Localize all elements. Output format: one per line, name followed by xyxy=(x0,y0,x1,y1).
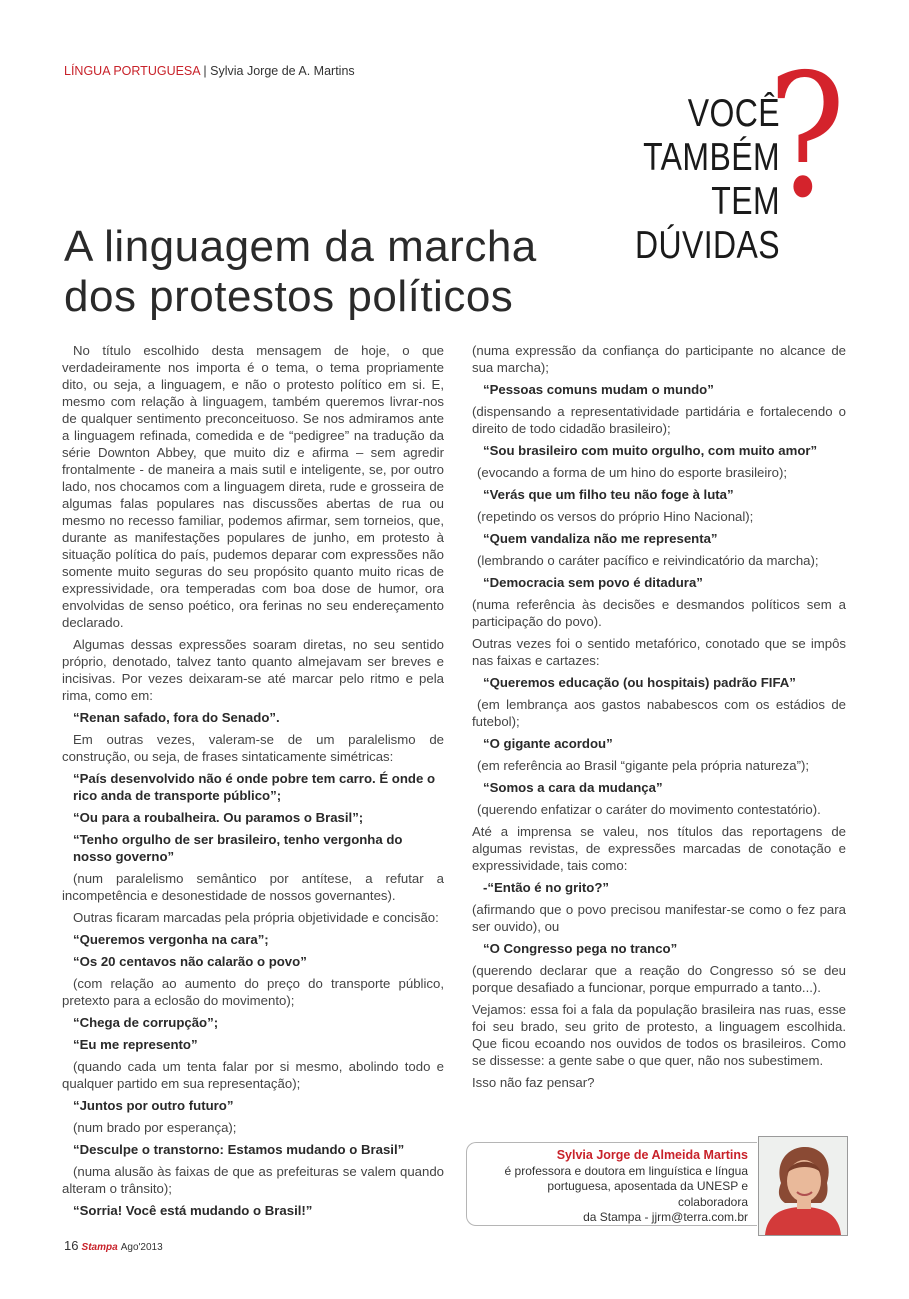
protest-quote: “Democracia sem povo é ditadura” xyxy=(483,575,703,590)
article-title xyxy=(64,222,704,322)
page-footer xyxy=(64,1238,163,1253)
protest-quote: “Renan safado, fora do Senado”. xyxy=(73,710,280,725)
author-bio xyxy=(476,1148,748,1226)
protest-quote: “Verás que um filho teu não foge à luta” xyxy=(483,487,734,502)
comment: (num brado por esperança); xyxy=(73,1120,237,1135)
protest-quote: “Juntos por outro futuro” xyxy=(73,1098,234,1113)
paragraph: Outras ficaram marcadas pela própria objetividade e concisão: xyxy=(73,910,439,925)
protest-quote: “Desculpe o transtorno: Estamos mudando o Brasil” xyxy=(73,1142,405,1157)
comment: (em lembrança aos gastos nababescos com os estádios de futebol); xyxy=(472,697,846,729)
comment: (quando cada um tenta falar por si mesmo, abolindo todo e qualquer partido em sua representação); xyxy=(62,1059,444,1091)
protest-quote: “Quem vandaliza não me representa” xyxy=(483,531,718,546)
protest-quote: “Queremos educação (ou hospitais) padrão FIFA” xyxy=(483,675,796,690)
comment: (querendo enfatizar o caráter do movimento contestatório). xyxy=(477,802,821,817)
column-title-line2: TEM DÚVIDAS xyxy=(634,180,780,267)
article-column-left xyxy=(62,342,444,1224)
article-title-line2: dos protestos políticos xyxy=(64,272,514,321)
author-name: Sylvia Jorge de Almeida Martins xyxy=(556,1148,748,1162)
header-separator: | xyxy=(203,64,207,78)
protest-quote: -“Então é no grito?” xyxy=(483,880,610,895)
paragraph: Algumas dessas expressões soaram diretas, no seu sentido próprio, denotado, talvez tanto quanto almejavam ser breves e incisivas. Por vezes deixaram-se até marcar pelo ritmo e pela rima, como em: xyxy=(62,637,444,703)
paragraph: Até a imprensa se valeu, nos títulos das reportagens de algumas revistas, de expressões marcadas de conotação e expressividade, tais como: xyxy=(472,824,846,873)
protest-quote: “Chega de corrupção”; xyxy=(73,1015,219,1030)
page-number: 16 xyxy=(64,1238,79,1253)
protest-quote: “Pessoas comuns mudam o mundo” xyxy=(483,382,714,397)
comment: (afirmando que o povo precisou manifestar-se como o fez para ser ouvido), ou xyxy=(472,902,846,934)
author-bio-line: da Stampa - jjrm@terra.com.br xyxy=(583,1210,748,1224)
magazine-name: Stampa xyxy=(81,1242,118,1253)
issue-date: Ago'2013 xyxy=(120,1242,163,1253)
comment: (dispensando a representatividade partidária e fortalecendo o direito de todo cidadão brasileiro); xyxy=(472,404,846,436)
question-mark-graphic: ? xyxy=(768,38,846,236)
section-header xyxy=(64,64,355,78)
protest-quote: “Tenho orgulho de ser brasileiro, tenho vergonha do nosso governo” xyxy=(73,832,403,864)
paragraph: No título escolhido desta mensagem de hoje, o que verdadeiramente nos importa é o tema, o tema propriamente dito, ou seja, a linguagem, e não o protesto político em si. E, mesmo com relação à linguagem, também queremos livrar-nos de qualquer sentimento preconceituoso. Se nos admiramos ante a linguagem refinada, comedida e de “pedigree” na tradução da série Downton Abbey, que muito diz e afirma – sem agredir frontalmente - de maneira a mais sutil e inteligente, se, por outro lado, nos chocamos com a linguagem direta, rude e grosseira de algumas falas populares nas discussões abertas de rua ou mesmo no recesso familiar, podemos afirmar, sem torneios, que, durante as manifestações populares de junho, em protesto à situação política do país, pudemos deparar com expressões não somente muito seguras do seu propósito quanto muito ricas de expressividade, ora temperadas com boa dose de humor, ora envolvidas de senso poético, ora ferinas no seu endereçamento declarado. xyxy=(62,343,444,630)
protest-quote: “Os 20 centavos não calarão o povo” xyxy=(73,954,307,969)
closing-question: Isso não faz pensar? xyxy=(472,1075,595,1090)
paragraph: Outras vezes foi o sentido metafórico, conotado que se impôs nas faixas e cartazes: xyxy=(472,636,846,668)
author-bio-line: é professora e doutora em linguística e língua xyxy=(504,1163,748,1178)
comment: (numa expressão da confiança do participante no alcance de sua marcha); xyxy=(472,343,846,375)
protest-quote: “País desenvolvido não é onde pobre tem carro. É onde o rico anda de transporte público”; xyxy=(73,771,436,803)
protest-quote: “O Congresso pega no tranco” xyxy=(483,941,678,956)
protest-quote: “Somos a cara da mudança” xyxy=(483,780,663,795)
protest-quote: “Sou brasileiro com muito orgulho, com muito amor” xyxy=(483,443,818,458)
comment: (com relação ao aumento do preço do transporte público, pretexto para a eclosão do movimento); xyxy=(62,976,444,1008)
author-photo xyxy=(758,1136,848,1236)
comment: (querendo declarar que a reação do Congresso só se deu porque desafiado a funcionar, porque empurrado a tanto...). xyxy=(472,963,846,995)
protest-quote: “O gigante acordou” xyxy=(483,736,613,751)
comment: (numa referência às decisões e desmandos políticos sem a participação do povo). xyxy=(472,597,846,629)
paragraph: Em outras vezes, valeram-se de um paralelismo de construção, ou seja, de frases sintaticamente simétricas: xyxy=(62,732,444,764)
comment: (em referência ao Brasil “gigante pela própria natureza”); xyxy=(477,758,810,773)
author-portrait-icon xyxy=(759,1137,847,1235)
paragraph: Vejamos: essa foi a fala da população brasileira nas ruas, esse foi seu brado, seu grito de protesto, a linguagem escolhida. Que ficou ecoando nos ouvidos de todos os brasileiros. Como se dissesse: a gente sabe o que quer, não nos subestimem. xyxy=(472,1002,846,1068)
comment: (numa alusão às faixas de que as prefeituras se valem quando alteram o trânsito); xyxy=(62,1164,444,1196)
article-title-line1: A linguagem da marcha xyxy=(64,222,537,271)
comment: (num paralelismo semântico por antítese, a refutar a incompetência e desonestidade de nossos governantes). xyxy=(62,871,444,903)
column-title-line1: VOCÊ TAMBÉM xyxy=(643,92,780,179)
article-column-right xyxy=(472,342,846,1096)
protest-quote: “Sorria! Você está mudando o Brasil!” xyxy=(73,1203,313,1218)
protest-quote: “Ou para a roubalheira. Ou paramos o Brasil”; xyxy=(73,810,364,825)
protest-quote: “Eu me represento” xyxy=(73,1037,198,1052)
protest-quote: “Queremos vergonha na cara”; xyxy=(73,932,269,947)
comment: (lembrando o caráter pacífico e reivindicatório da marcha); xyxy=(477,553,819,568)
header-author: Sylvia Jorge de A. Martins xyxy=(210,64,355,78)
author-bio-line: portuguesa, aposentada da UNESP e colaboradora xyxy=(547,1179,748,1209)
comment: (repetindo os versos do próprio Hino Nacional); xyxy=(477,509,754,524)
comment: (evocando a forma de um hino do esporte brasileiro); xyxy=(477,465,788,480)
section-name: LÍNGUA PORTUGUESA xyxy=(64,64,200,78)
